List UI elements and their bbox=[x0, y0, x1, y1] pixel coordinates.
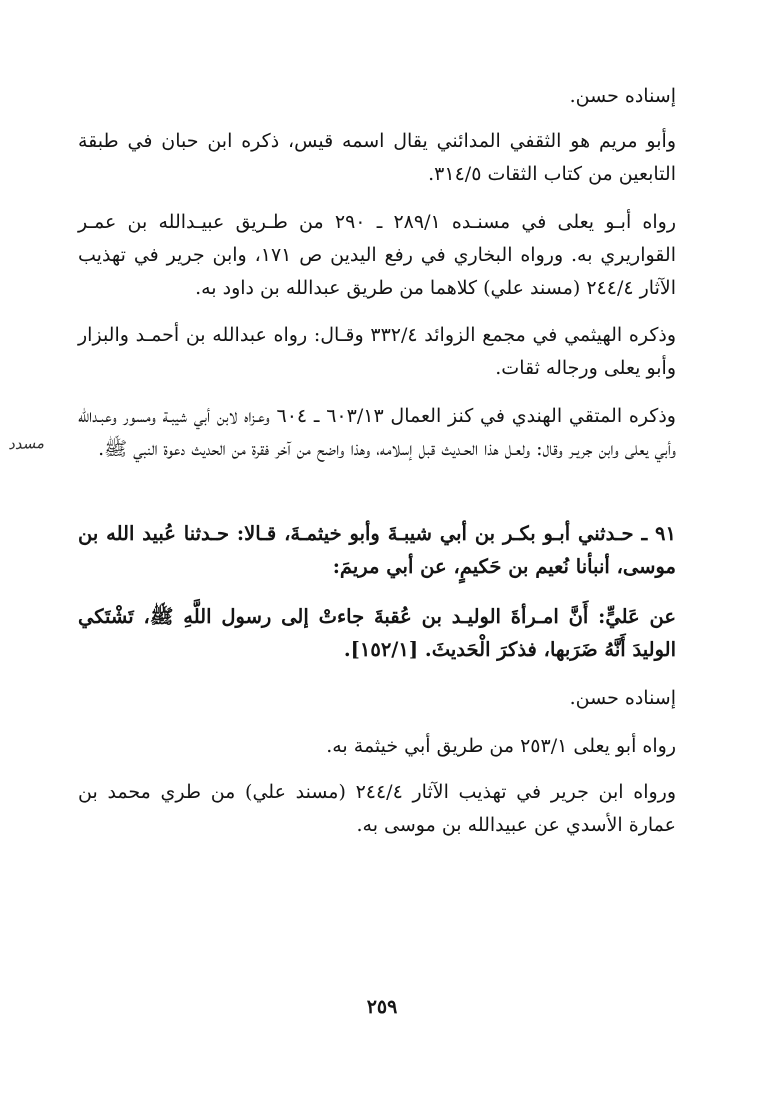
hadith-91-matn: عن عَليٍّ: أَنَّ امـرأةَ الوليـد بن عُقبةَ جاءتْ إلى رسول اللَّهِ ﷺ، تَشْتَكي الوليدَ أَنَّهُ ضَرَبها، فذكرَ الْحَديثَ. [١٥٢/١]. bbox=[78, 605, 676, 661]
paragraph-ibn-jarir: ورواه ابن جرير في تهذيب الآثار ٢٤٤/٤ (مسند علي) من طري محمد بن عمارة الأسدي عن عبيدالله بن موسى به. bbox=[78, 781, 676, 836]
page-number: ٢٥٩ bbox=[366, 996, 398, 1018]
paragraph-isnad-hasan-1: إسناده حسن. bbox=[569, 85, 676, 107]
paragraph-muttaqi-hindi: وذكره المتقي الهندي في كنز العمال ٦٠٣/١٣ ـ ٦٠٤ وعـزاه لابن أبي شيبـة ومسور وعبـدالله وأبي يعلى وابن جريـر وقال: ولعـل هذا الحـديث قبل إسلامه، وهذا واضح من آخر فقرة من الحديث دعوة النبي ﷺ. bbox=[78, 405, 676, 460]
paragraph-isnad-hasan-2: إسناده حسن. bbox=[569, 687, 676, 709]
handwritten-margin-note: مسدد bbox=[7, 433, 45, 454]
paragraph-haythami: وذكره الهيثمي في مجمع الزوائد ٣٣٢/٤ وقـال: رواه عبدالله بن أحمـد والبزار وأبو يعلى ورجاله ثقات. bbox=[78, 324, 677, 379]
paragraph-abu-maryam: وأبو مريم هو الثقفي المدائني يقال اسمه قيس، ذكره ابن حبان في طبقة التابعين من كتاب الثقات ٣١٤/٥. bbox=[78, 130, 676, 185]
hadith-91-isnad: ٩١ ـ حـدثني أبـو بكـر بن أبي شيبـةَ وأبو خيثمـةَ، قـالا: حـدثنا عُبيد الله بن موسى، أنبأنا نُعيم بن حَكيمٍ، عن أبي مريمَ: bbox=[78, 522, 676, 578]
paragraph-abu-yala-khaythama: رواه أبو يعلى ٢٥٣/١ من طريق أبي خيثمة به. bbox=[326, 735, 676, 757]
paragraph-abu-yala-riwaya: رواه أبـو يعلى في مسنـده ٢٨٩/١ ـ ٢٩٠ من طـريق عبيـدالله بن عمـر القواريري به. ورواه البخاري في رفع اليدين ص ١٧١، وابن جرير في تهذيب الآثار ٢٤٤/٤ (مسند علي) كلاهما من طريق عبدالله بن داود به. bbox=[78, 211, 676, 299]
